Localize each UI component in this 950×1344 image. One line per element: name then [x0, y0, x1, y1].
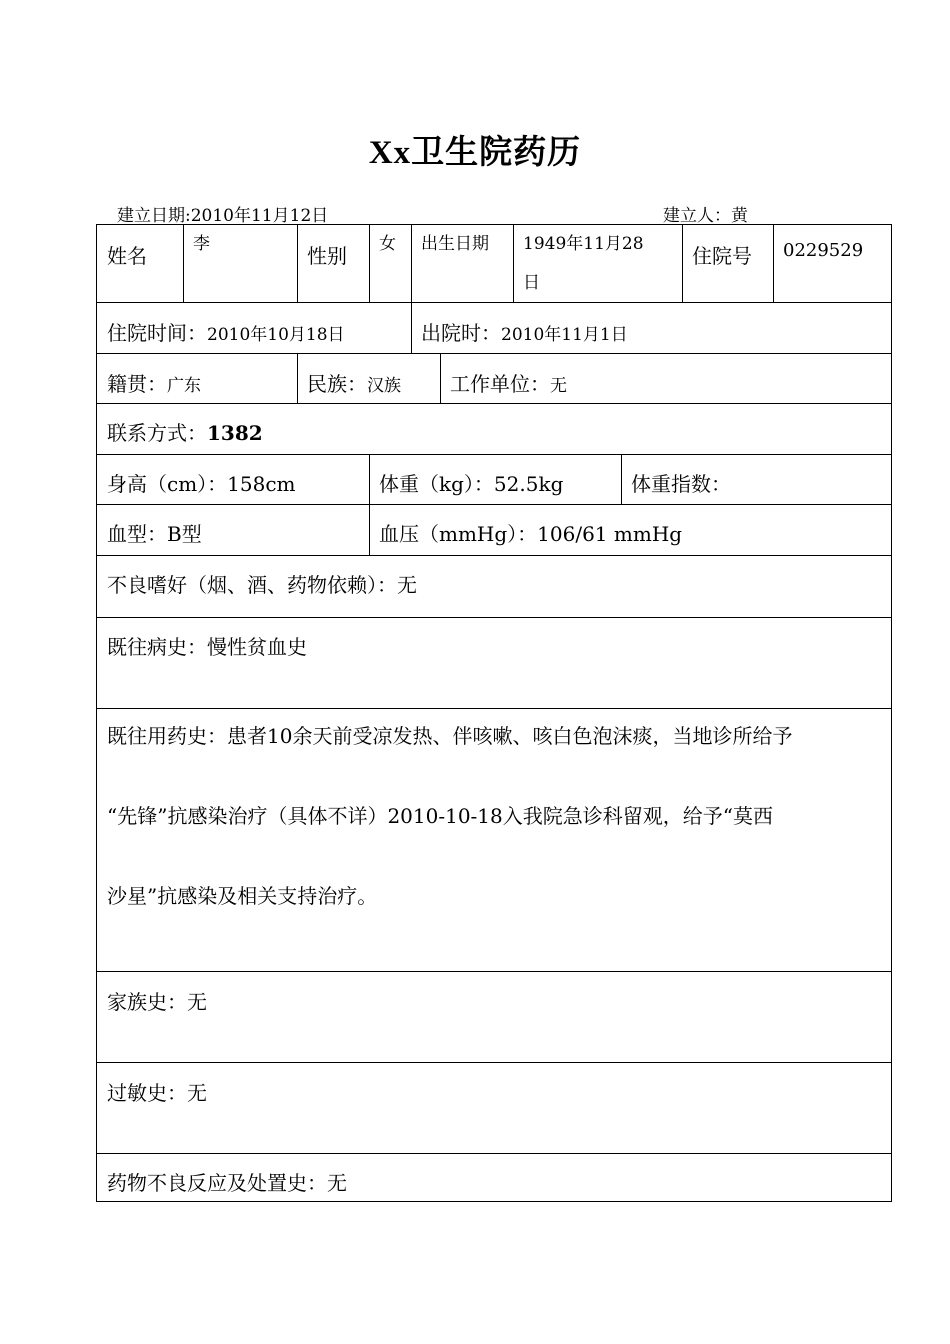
contact-value: 1382	[207, 421, 263, 445]
medication-record-table	[96, 224, 892, 1202]
created-by: 建立人：黄	[663, 206, 748, 226]
medication-history-line2: “先锋”抗感染治疗（具体不详）2010-10-18入我院急诊科留观，给予“莫西	[107, 804, 773, 828]
birth-value-line2: 日	[523, 273, 540, 293]
row-divider	[97, 708, 891, 709]
weight-field: 体重（kg）：52.5kg	[379, 472, 564, 496]
ethnic-label: 民族：	[307, 372, 367, 396]
col-divider	[411, 302, 412, 353]
col-divider	[369, 504, 370, 555]
col-divider	[183, 225, 184, 302]
col-divider	[682, 225, 683, 302]
blood-type-field: 血型：B型	[107, 522, 202, 546]
origin-value: 广东	[167, 376, 201, 396]
col-divider	[369, 225, 370, 302]
birth-label: 出生日期	[421, 234, 489, 254]
col-divider	[440, 353, 441, 403]
medication-history-line1: 患者10余天前受凉发热、伴咳嗽、咳白色泡沫痰，当地诊所给予	[227, 724, 793, 748]
row-divider	[97, 1062, 891, 1063]
title-prefix: Xx	[368, 135, 412, 171]
title-main: 卫生院药历	[411, 132, 582, 171]
medication-history-line3: 沙星”抗感染及相关支持治疗。	[107, 884, 378, 908]
col-divider	[513, 225, 514, 302]
col-divider	[297, 353, 298, 403]
blood-pressure-field: 血压（mmHg）：106/61 mmHg	[379, 522, 683, 546]
row-divider	[97, 1153, 891, 1154]
row-divider	[97, 555, 891, 556]
row-divider	[97, 504, 891, 505]
row-divider	[97, 302, 891, 303]
row-divider	[97, 617, 891, 618]
contact-label: 联系方式：	[107, 421, 207, 445]
work-label: 工作单位：	[450, 372, 550, 396]
name-value: 李	[193, 234, 210, 254]
birth-value-line1: 1949年11月28	[523, 234, 644, 254]
created-date: 建立日期:2010年11月12日	[117, 206, 329, 226]
row-divider	[97, 454, 891, 455]
ethnic-value: 汉族	[367, 376, 401, 396]
admit-label: 住院时间：	[107, 321, 207, 345]
row-divider	[97, 971, 891, 972]
origin-label: 籍贯：	[107, 372, 167, 396]
height-field: 身高（cm）：158cm	[107, 472, 296, 496]
col-divider	[411, 225, 412, 302]
work-value: 无	[550, 376, 567, 396]
gender-value: 女	[379, 234, 396, 254]
gender-label: 性别	[307, 244, 347, 268]
admission-no-value: 0229529	[783, 240, 864, 261]
col-divider	[621, 454, 622, 504]
row-divider	[97, 353, 891, 354]
past-illness-value: 慢性贫血史	[207, 635, 307, 659]
discharge-value: 2010年11月1日	[501, 325, 628, 345]
bmi-field: 体重指数：	[631, 472, 731, 496]
name-label: 姓名	[107, 244, 147, 268]
document-title	[0, 126, 950, 173]
col-divider	[773, 225, 774, 302]
medication-history-label: 既往用药史：	[107, 724, 227, 748]
family-history-field: 家族史：无	[107, 990, 207, 1014]
adr-history-field: 药物不良反应及处置史：无	[107, 1171, 347, 1195]
allergy-history-field: 过敏史：无	[107, 1081, 207, 1105]
past-illness-label: 既往病史：	[107, 635, 207, 659]
habits-field: 不良嗜好（烟、酒、药物依赖）：无	[107, 573, 417, 597]
col-divider	[369, 454, 370, 504]
admission-no-label: 住院号	[692, 244, 752, 268]
col-divider	[297, 225, 298, 302]
medication-history	[107, 722, 883, 962]
row-divider	[97, 403, 891, 404]
admit-value: 2010年10月18日	[207, 325, 345, 345]
discharge-label: 出院时：	[421, 321, 501, 345]
